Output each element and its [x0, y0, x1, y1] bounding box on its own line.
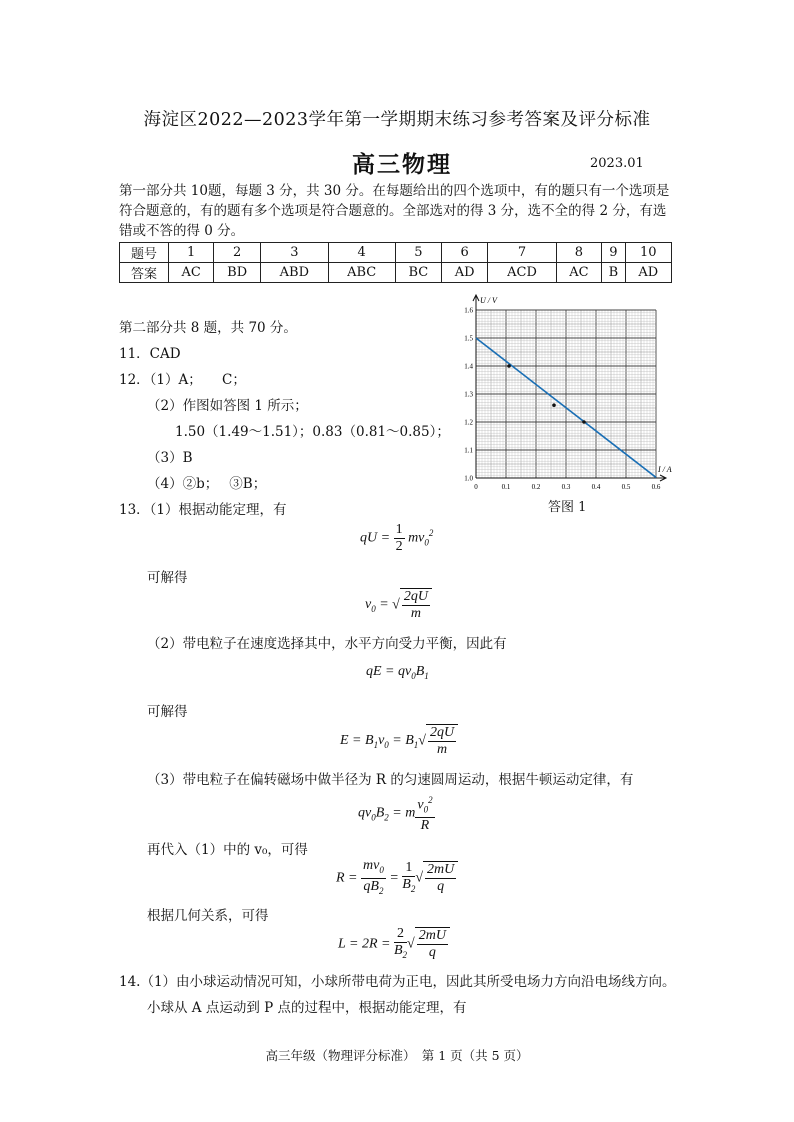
answer-cell: BD — [214, 263, 261, 283]
x-axis-label: I / A — [658, 465, 672, 474]
y-tick-label: 1.4 — [464, 362, 473, 371]
y-tick-label: 1.0 — [464, 474, 473, 483]
solve-label-1: 可解得 — [147, 570, 188, 586]
answer-cell: AD — [441, 263, 487, 283]
sqrt: √ $\frac{2qU}{m}$ — [418, 724, 458, 758]
q13-part2: （2）带电粒子在速度选择其中，水平方向受力平衡，因此有 — [147, 636, 507, 652]
row-label-answer: 答案 — [120, 263, 169, 283]
q12-part3: （3）B — [147, 450, 193, 466]
data-point — [582, 420, 586, 424]
geometry-label: 根据几何关系，可得 — [147, 908, 269, 924]
x-tick-label: 0.5 — [621, 483, 631, 491]
table-row-answers — [120, 263, 672, 283]
x-tick-label: 0.4 — [591, 483, 601, 491]
y-tick-label: 1.6 — [464, 306, 473, 315]
equation-v0: $v_0$ = √ $\frac{2qU}{m}$ — [365, 588, 432, 622]
answer-cell: ABD — [261, 263, 329, 283]
x-tick-label: 0.3 — [561, 483, 571, 491]
solve-label-2: 可解得 — [147, 704, 188, 720]
x-tick-label: 0.2 — [531, 483, 541, 491]
question-number: 9 — [602, 243, 626, 263]
q14-part1-cont: 小球从 A 点运动到 P 点的过程中，根据动能定理，有 — [147, 1000, 467, 1016]
part2-intro: 第二部分共 8 题，共 70 分。 — [119, 320, 297, 336]
ui-graph — [452, 292, 670, 498]
question-number: 10 — [625, 243, 671, 263]
y-axis-label: U / V — [480, 296, 497, 305]
equation-newton: $qv_0B_2 = m$ $\frac{v_0^2}{R}$ — [358, 792, 435, 834]
y-tick-label: 1.2 — [464, 418, 473, 427]
y-tick-label: 1.1 — [464, 446, 473, 455]
answer-cell: ABC — [328, 263, 395, 283]
fraction: $\frac{v_0^2}{R}$ — [415, 792, 434, 834]
equation-electric-field: $E = B_1v_0 = B_1√$ $\frac{2qU}{m}$ — [340, 724, 458, 758]
question-number: 7 — [488, 243, 557, 263]
x-tick-label: 0.6 — [651, 483, 661, 491]
x-tick-label: 0 — [474, 483, 478, 491]
page-footer: 高三年级（物理评分标准） 第 1 页（共 5 页） — [265, 1048, 529, 1063]
data-point — [507, 364, 511, 368]
q11-answer: 11．CAD — [119, 346, 181, 362]
q12-part4: （4）②b； ③B； — [147, 476, 267, 492]
equation-force-balance: qE = $qv_0B_1$ — [366, 664, 429, 681]
answer-cell: ACD — [488, 263, 557, 283]
q12-part2-values: 1.50（1.49～1.51）；0.83（0.81～0.85）； — [175, 424, 450, 440]
q14-part1: 14.（1）由小球运动情况可知，小球所带电荷为正电，因此其所受电场力方向沿电场线方向。 — [119, 974, 676, 990]
answer-cell: AD — [625, 263, 671, 283]
answer-cell: BC — [395, 263, 441, 283]
data-point — [552, 403, 556, 407]
fraction: $\frac{1}{2}$ — [395, 522, 403, 554]
answer-cell: B — [602, 263, 626, 283]
question-number: 2 — [214, 243, 261, 263]
table-row-numbers — [120, 243, 672, 263]
document-title: 海淀区2022—2023学年第一学期期末练习参考答案及评分标准 — [143, 110, 651, 130]
q13-part3: （3）带电粒子在偏转磁场中做半径为 R 的匀速圆周运动，根据牛顿运动定律，有 — [147, 772, 634, 788]
y-tick-label: 1.3 — [464, 390, 473, 399]
question-number: 4 — [328, 243, 395, 263]
sqrt: √ $\frac{2qU}{m}$ — [392, 588, 432, 622]
y-tick-label: 1.5 — [464, 334, 473, 343]
question-number: 3 — [261, 243, 329, 263]
row-label-question: 题号 — [120, 243, 169, 263]
equation-radius: R = $\frac{mv_0}{qB_2}$ = $\frac{1}{B_2}$ √ $\frac{2mU}{q}$ — [336, 858, 458, 899]
answer-cell: AC — [169, 263, 214, 283]
exam-date: 2023.01 — [590, 156, 644, 171]
answer-table — [119, 242, 672, 283]
question-number: 8 — [556, 243, 601, 263]
subject-title: 高三物理 — [352, 151, 452, 178]
question-number: 1 — [169, 243, 214, 263]
q12-part2: （2）作图如答图 1 所示； — [147, 398, 308, 414]
question-number: 5 — [395, 243, 441, 263]
question-number: 6 — [441, 243, 487, 263]
q12-part1: 12．（1）A； C； — [119, 372, 246, 388]
x-tick-label: 0.1 — [501, 483, 511, 491]
equation-length: L = 2R = $\frac{2}{B_2}$ √ $\frac{2mU}{q}$ — [338, 926, 450, 963]
part1-intro: 第一部分共 10题，每题 3 分，共 30 分。在每题给出的四个选项中，有的题只有一个选项是符合题意的，有的题有多个选项是符合题意的。全部选对的得 3 分，选不全的得 2 分，有选错或不答的得 0 分。 — [119, 183, 670, 239]
answer-cell: AC — [556, 263, 601, 283]
equation-kinetic-energy: qU = $\frac{1}{2}$ $mv_0^2$ — [360, 522, 434, 554]
figure-caption: 答图 1 — [548, 500, 587, 515]
substitute-label: 再代入（1）中的 v₀，可得 — [147, 842, 308, 858]
q13-part1: 13．（1）根据动能定理，有 — [119, 502, 287, 518]
